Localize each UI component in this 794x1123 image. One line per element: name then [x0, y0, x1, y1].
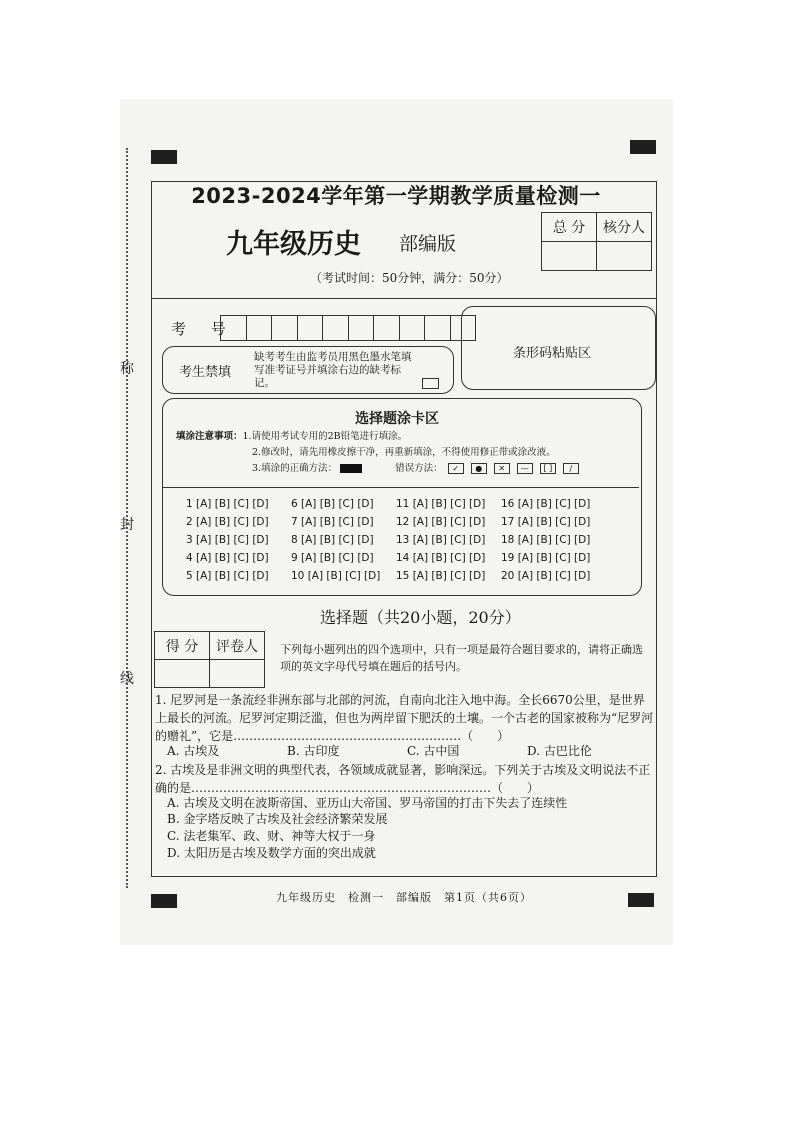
exam-number-cell[interactable] — [348, 315, 375, 341]
edition-label: 部编版 — [399, 233, 457, 255]
answer-row[interactable]: 12 [A] [B] [C] [D] — [396, 516, 486, 528]
note-1: 1.请使用考试专用的2B铅笔进行填涂。 — [242, 431, 408, 442]
slash-icon: / — [563, 463, 579, 474]
fill-notes — [176, 429, 581, 477]
answer-row[interactable]: 11 [A] [B] [C] [D] — [396, 498, 486, 510]
exam-number-cell[interactable] — [322, 315, 349, 341]
question-2-option-c: C. 法老集军、政、财、神等大权于一身 — [167, 829, 376, 843]
question-2-option-d: D. 太阳历是古埃及数学方面的突出成就 — [167, 846, 376, 860]
absence-mark-box[interactable] — [422, 378, 439, 389]
answer-row[interactable]: 2 [A] [B] [C] [D] — [186, 516, 269, 528]
answer-row[interactable]: 13 [A] [B] [C] [D] — [396, 534, 486, 546]
total-score-cell[interactable] — [542, 242, 597, 271]
question-2-stem: 2. 古埃及是非洲文明的典型代表，各领域成就显著，影响深远。下列关于古埃及文明说法不正确的是…………………………………………………………………（ ） — [155, 763, 651, 795]
checker-cell[interactable] — [597, 242, 652, 271]
forbidden-text: 缺考考生由监考员用黑色墨水笔填写准考证号并填涂右边的缺考标记。 — [254, 351, 412, 389]
section-instruction: 下列每小题列出的四个选项中，只有一项是最符合题目要求的，请将正确选项的英文字母代号填在题后的括号内。 — [280, 643, 643, 673]
exam-number-cell[interactable] — [424, 315, 451, 341]
cross-icon: ✕ — [494, 463, 510, 474]
exam-number-cell[interactable] — [246, 315, 273, 341]
corner-mark-top-left — [151, 150, 177, 164]
question-2-option-a: A. 古埃及文明在波斯帝国、亚历山大帝国、罗马帝国的打击下失去了连续性 — [167, 796, 568, 810]
answer-row[interactable]: 1 [A] [B] [C] [D] — [186, 498, 269, 510]
side-label-bottom: 线 — [120, 671, 134, 687]
exam-number-label: 考 号 — [171, 320, 236, 338]
note-2: 2.修改时，请先用橡皮擦干净，再重新填涂，不得使用修正带或涂改液。 — [252, 447, 556, 458]
exam-number-cell[interactable] — [399, 315, 426, 341]
answer-row[interactable]: 19 [A] [B] [C] [D] — [501, 552, 591, 564]
question-1-stem: 1. 尼罗河是一条流经非洲东部与北部的河流，自南向北注入地中海。全长6670公里，是世界上最长的河流。尼罗河定期泛滥，但也为两岸留下肥沃的土壤。一个古老的国家被称为“尼罗河的赠礼”，它是…………………………………………………（ ） — [155, 693, 654, 743]
check-mark-icon: ✓ — [448, 463, 464, 474]
answer-card-title: 选择题涂卡区 — [355, 411, 439, 427]
answer-row[interactable]: 5 [A] [B] [C] [D] — [186, 570, 269, 582]
side-label-middle: 封 — [120, 517, 134, 533]
answer-row[interactable]: 8 [A] [B] [C] [D] — [291, 534, 374, 546]
question-2-option-b: B. 金字塔反映了古埃及社会经济繁荣发展 — [167, 812, 388, 826]
section-score-label: 得 分 — [155, 632, 210, 660]
correct-fill-icon — [340, 464, 362, 473]
notes-label: 填涂注意事项： — [176, 431, 243, 442]
grader-cell[interactable] — [210, 660, 265, 688]
answer-row[interactable]: 9 [A] [B] [C] [D] — [291, 552, 374, 564]
total-score-table — [541, 212, 652, 271]
exam-number-cells[interactable] — [221, 315, 476, 341]
option-a: A. 古埃及 — [167, 744, 220, 758]
option-b: B. 古印度 — [287, 744, 340, 758]
checker-label: 核分人 — [597, 213, 652, 242]
side-label-top: 称 — [120, 361, 134, 377]
subject-title: 九年级历史 — [226, 229, 361, 260]
answer-row[interactable]: 10 [A] [B] [C] [D] — [291, 570, 381, 582]
option-c: C. 古中国 — [407, 744, 460, 758]
answer-row[interactable]: 15 [A] [B] [C] [D] — [396, 570, 486, 582]
answer-row[interactable]: 18 [A] [B] [C] [D] — [501, 534, 591, 546]
grader-table — [154, 631, 265, 688]
header-divider — [151, 298, 657, 299]
exam-info: （考试时间：50分钟，满分：50分） — [310, 271, 509, 285]
page-footer: 九年级历史 检测一 部编版 第1页（共6页） — [276, 891, 532, 904]
section-score-cell[interactable] — [155, 660, 210, 688]
exam-number-cell[interactable] — [220, 315, 247, 341]
answer-row[interactable]: 20 [A] [B] [C] [D] — [501, 570, 591, 582]
wrong-method-label: 错误方法： — [395, 463, 443, 474]
answer-bubble-grid[interactable] — [186, 498, 606, 588]
dot-icon: ● — [471, 463, 487, 474]
exam-title: 2023-2024学年第一学期教学质量检测一 — [191, 184, 601, 208]
barcode-label: 条形码粘贴区 — [513, 346, 592, 361]
dash-icon: — — [517, 463, 533, 474]
exam-number-cell[interactable] — [297, 315, 324, 341]
section-title: 选择题（共20小题，20分） — [320, 608, 521, 627]
forbidden-label: 考生禁填 — [179, 365, 232, 380]
exam-number-cell[interactable] — [373, 315, 400, 341]
answer-row[interactable]: 14 [A] [B] [C] [D] — [396, 552, 486, 564]
bracket-icon: [ ] — [540, 463, 556, 474]
corner-mark-bottom-left — [151, 894, 177, 908]
corner-mark-bottom-right — [628, 893, 654, 907]
grader-label: 评卷人 — [210, 632, 265, 660]
option-d: D. 古巴比伦 — [527, 744, 592, 758]
exam-number-cell[interactable] — [271, 315, 298, 341]
total-score-label: 总 分 — [542, 213, 597, 242]
answer-row[interactable]: 6 [A] [B] [C] [D] — [291, 498, 374, 510]
answer-row[interactable]: 3 [A] [B] [C] [D] — [186, 534, 269, 546]
question-1-options — [167, 742, 647, 759]
answer-card-divider — [163, 487, 639, 488]
note-3: 3.填涂的正确方法： — [252, 463, 338, 474]
answer-row[interactable]: 4 [A] [B] [C] [D] — [186, 552, 269, 564]
answer-row[interactable]: 17 [A] [B] [C] [D] — [501, 516, 591, 528]
corner-mark-top-right — [630, 140, 656, 154]
answer-row[interactable]: 7 [A] [B] [C] [D] — [291, 516, 374, 528]
answer-row[interactable]: 16 [A] [B] [C] [D] — [501, 498, 591, 510]
